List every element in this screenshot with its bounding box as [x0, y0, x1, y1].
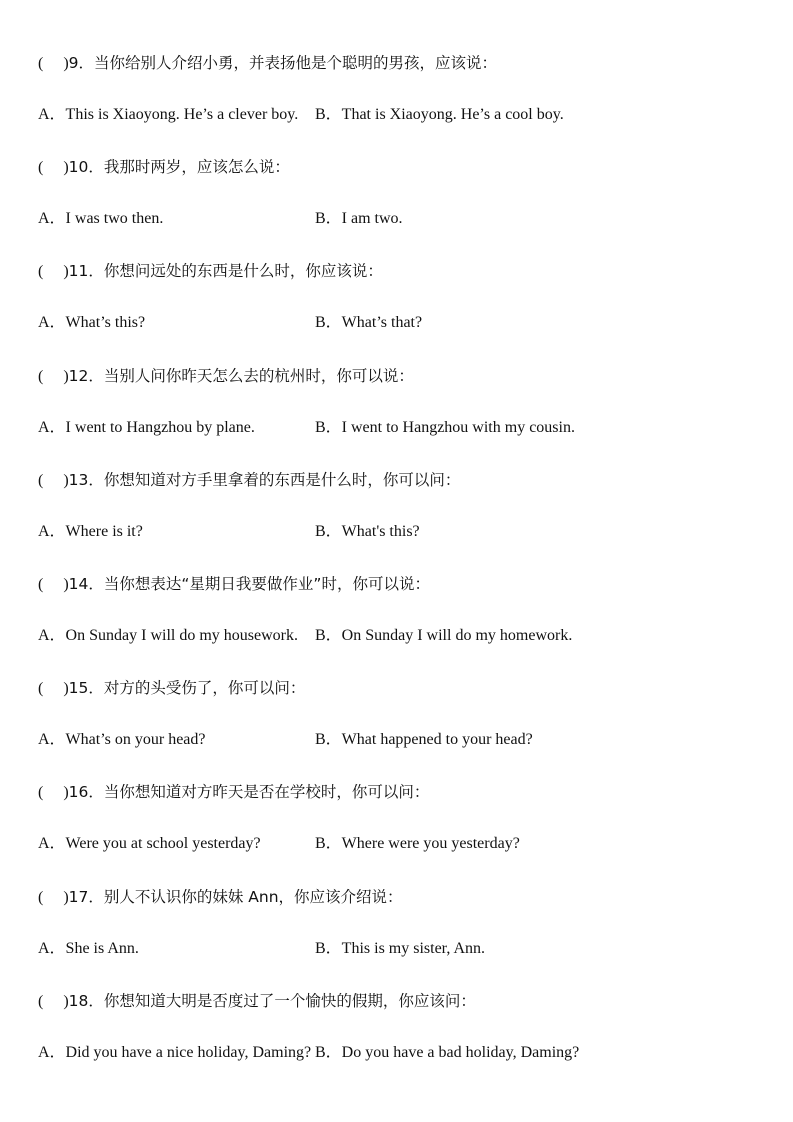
option-b[interactable]: B．This is my sister, Ann. [315, 939, 486, 957]
option-b[interactable]: B．What’s that? [315, 314, 423, 332]
answer-bracket-close: ) [63, 680, 69, 698]
option-b[interactable]: B．What's this? [315, 522, 420, 540]
option-b[interactable]: B．I am two. [315, 210, 403, 228]
option-a[interactable]: A．On Sunday I will do my housework. [38, 627, 298, 644]
option-a[interactable]: A．Where is it? [38, 522, 143, 540]
question-stem [38, 364, 414, 388]
question-stem [38, 155, 290, 179]
option-a[interactable]: A．This is Xiaoyong. He’s a clever boy. [38, 106, 299, 123]
question-text: 15．对方的头受伤了，你可以问： [68, 679, 306, 698]
question-text: 14．当你想表达“星期日我要做作业”时，你可以说： [68, 575, 430, 593]
answer-bracket-open: ( [38, 367, 44, 385]
answer-bracket-close: ) [63, 576, 69, 593]
option-a[interactable]: A．Were you at school yesterday? [38, 835, 261, 853]
answer-bracket-open: ( [38, 680, 44, 698]
option-row [38, 937, 758, 961]
option-b[interactable]: B．Where were you yesterday? [315, 835, 520, 853]
answer-bracket-open: ( [38, 263, 44, 281]
option-row [38, 416, 758, 440]
answer-bracket-close: ) [63, 992, 69, 1010]
question-stem [38, 51, 497, 75]
question-text: 11．你想问远处的东西是什么时，你应该说： [68, 262, 383, 281]
option-row [38, 103, 758, 127]
option-a[interactable]: A．I was two then. [38, 210, 164, 228]
option-row [38, 832, 758, 856]
option-row [38, 624, 758, 648]
question-text: 18．你想知道大明是否度过了一个愉快的假期，你应该问： [68, 991, 476, 1010]
option-a[interactable]: A．What’s this? [38, 314, 146, 332]
question-text: 13．你想知道对方手里拿着的东西是什么时，你可以问： [68, 470, 461, 489]
question-text: 12．当别人问你昨天怎么去的杭州时，你可以说： [68, 366, 414, 385]
option-b[interactable]: B．That is Xiaoyong. He’s a cool boy. [315, 106, 564, 123]
answer-bracket-close: ) [63, 159, 69, 177]
answer-bracket-close: ) [63, 55, 69, 72]
option-a[interactable]: A．She is Ann. [38, 939, 139, 957]
question-stem [38, 468, 460, 492]
answer-bracket-close: ) [63, 367, 69, 385]
answer-bracket-close: ) [63, 263, 69, 281]
option-b[interactable]: B．What happened to your head? [315, 731, 533, 749]
question-stem [38, 572, 430, 596]
answer-bracket-open: ( [38, 576, 44, 593]
option-b[interactable]: B．I went to Hangzhou with my cousin. [315, 418, 575, 436]
option-b[interactable]: B．On Sunday I will do my homework. [315, 627, 573, 644]
option-row [38, 1041, 758, 1065]
question-stem [38, 259, 383, 283]
option-a[interactable]: A．What’s on your head? [38, 731, 206, 749]
question-text: 9．当你给别人介绍小勇，并表扬他是个聪明的男孩，应该说： [68, 54, 498, 72]
answer-bracket-open: ( [38, 888, 44, 906]
answer-bracket-close: ) [63, 471, 69, 489]
option-row [38, 728, 758, 752]
question-text: 16．当你想知道对方昨天是否在学校时，你可以问： [68, 783, 430, 802]
question-text: 17．别人不认识你的妹妹 Ann，你应该介绍说： [68, 887, 403, 906]
question-stem [38, 676, 305, 700]
question-text: 10．我那时两岁，应该怎么说： [68, 158, 290, 177]
option-row [38, 311, 758, 335]
answer-bracket-open: ( [38, 471, 44, 489]
question-stem [38, 989, 476, 1013]
answer-bracket-close: ) [63, 888, 69, 906]
option-a[interactable]: A．Did you have a nice holiday, Daming? [38, 1043, 312, 1061]
option-row [38, 207, 758, 231]
answer-bracket-open: ( [38, 55, 44, 72]
answer-bracket-open: ( [38, 784, 44, 802]
option-a[interactable]: A．I went to Hangzhou by plane. [38, 418, 255, 436]
question-stem [38, 885, 403, 909]
answer-bracket-open: ( [38, 992, 44, 1010]
question-stem [38, 780, 429, 804]
option-row [38, 520, 758, 544]
answer-bracket-close: ) [63, 784, 69, 802]
answer-bracket-open: ( [38, 159, 44, 177]
option-b[interactable]: B．Do you have a bad holiday, Daming? [315, 1043, 580, 1061]
